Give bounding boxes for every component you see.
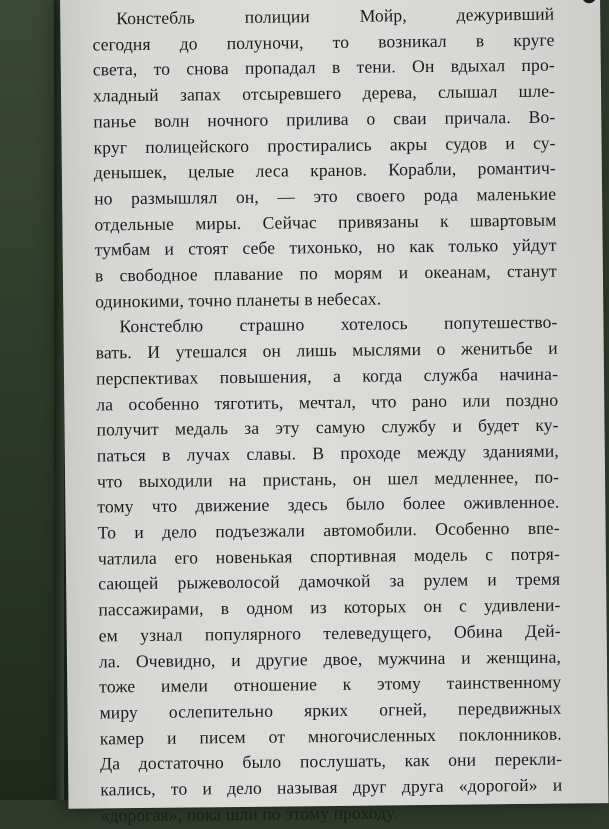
text-line: круг полицейского простирались акры судов и су- [93, 132, 556, 157]
text-line: света, то снова пропадал в тени. Он вдыхал про- [92, 55, 555, 80]
text-line: денышек, целые леса кранов. Корабли, романтич- [93, 157, 556, 183]
text-line: пассажирами, в одном из которых он с удивлени- [98, 594, 561, 620]
text-line: Да достаточно было послушать, как они перекли- [99, 749, 563, 774]
text-line: одинокими, точно планеты в небесах. [95, 288, 382, 312]
text-line: тоже имели отношение к этому таинственному [99, 671, 562, 697]
text-line: То и дело подъезжали автомобили. Особенно впе- [97, 517, 560, 543]
text-line: ла особенно тяготить, мечтал, что рано или поздно [96, 389, 559, 415]
text-line: Констеблю страшно хотелось попутешество- [119, 312, 558, 337]
text-line: чатлила его новенькая спортивная модель с потря- [97, 543, 560, 569]
paragraph-1 [92, 2, 557, 315]
text-line: отдельные миры. Сейчас привязаны к швартовым [94, 209, 557, 235]
text-line: тому что движение здесь было более оживленное. [97, 491, 560, 517]
text-line: получит медаль за эту самую службу и будет ку- [96, 414, 559, 440]
text-line: тумбам и стоят себе тихонько, но как только уйдут [94, 234, 557, 260]
text-line: в свободное плавание по морям и океанам, станут [94, 260, 558, 286]
text-line: вать. И утешался он лишь мыслями о женитьбе и [95, 337, 558, 363]
text-line: ла. Очевидно, и другие двое, мужчина и женщина, [98, 646, 562, 672]
text-line: миру ослепительно ярких огней, передвижных [99, 697, 562, 723]
text-line: кались, то и дело называя друг друга «дорогой» и [100, 774, 563, 800]
text-line: ем узнал популярного телеведущего, Обина Дей- [98, 620, 561, 646]
text-line: сающей рыжеволосой дамочкой за рулем и тремя [98, 569, 561, 594]
text-line: что выходили на пристань, он шел медленнее, по- [96, 466, 560, 492]
page-corner-mark [582, 0, 596, 3]
text-line: «дорогая», пока шли по этому проходу. [100, 802, 398, 826]
text-line: перспективах повышения, а когда служба начина- [95, 363, 559, 389]
page-text [92, 2, 563, 829]
text-line: панье волн ночного прилива о сваи причала. Во- [93, 106, 556, 132]
paragraph-2 [95, 310, 562, 829]
text-line: паться в лучах славы. В проходе между зданиями, [96, 440, 559, 466]
text-line: камер и писем от многочисленных поклонников. [99, 723, 562, 749]
text-line: хладный запах отсыревшего дерева, слышал шле- [92, 80, 556, 106]
book-page [60, 0, 608, 826]
text-line: но размышлял он, — это своего рода маленькие [94, 183, 557, 209]
text-line: Констебль полиции Мойр, дежуривший [116, 3, 555, 29]
text-line: сегодня до полуночи, то возникал в круге [92, 29, 555, 55]
